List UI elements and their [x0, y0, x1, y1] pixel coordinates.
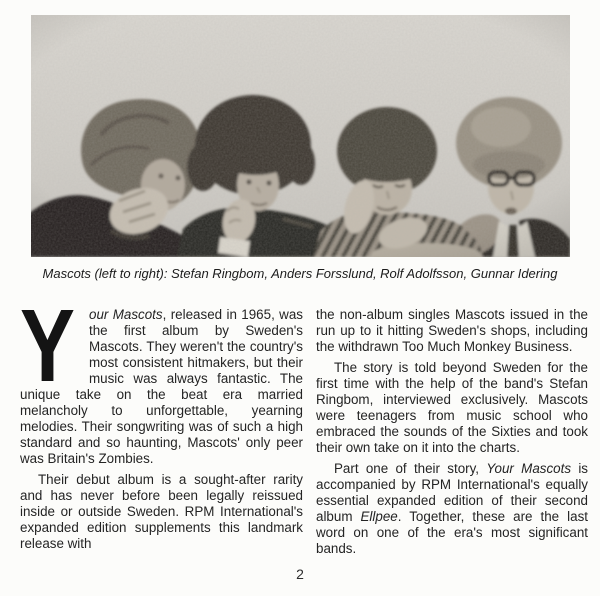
paragraph-text: our Mascots, released in 1965, was the first album by Sweden's Mascots. They weren't the country's most consistent hitmakers, but their music was always fantastic. The unique take on the beat era married melancholy to unforgettable, yearning melodies. Their songwriting was of such a high standard and so haunting, Mascots' only peer was Britain's Zombies.	[20, 307, 303, 466]
drop-cap: Y	[20, 288, 75, 403]
paragraph: Their debut album is a sought-after rarity and has never before been legally reissued inside or outside Sweden. RPM International's expanded edition supplements this landmark release with	[20, 472, 303, 551]
paragraph: the non-album singles Mascots issued in the run up to it hitting Sweden's shops, including the withdrawn Too Much Monkey Business.	[316, 307, 588, 354]
article-column-left	[20, 288, 303, 557]
paragraph: The story is told beyond Sweden for the first time with the help of the band's Stefan Ringbom, interviewed exclusively. Mascots were teenagers from music school who embraced the sounds of the Sixties and took their own take on it into the charts.	[316, 360, 588, 455]
band-photo	[31, 15, 570, 257]
photo-caption: Mascots (left to right): Stefan Ringbom, Anders Forsslund, Rolf Adolfsson, Gunnar Idering	[42, 266, 558, 281]
paragraph: Part one of their story, Your Mascots is accompanied by RPM International's equally essential expanded edition of their second album Ellpee. Together, these are the last word on one of the era's most significant bands.	[316, 461, 588, 556]
article-column-right	[316, 307, 588, 557]
article-columns	[20, 288, 588, 557]
band-photo-illustration	[31, 15, 570, 257]
paragraph	[20, 288, 303, 467]
page-number: 2	[296, 566, 304, 582]
photo-grain	[31, 15, 570, 257]
